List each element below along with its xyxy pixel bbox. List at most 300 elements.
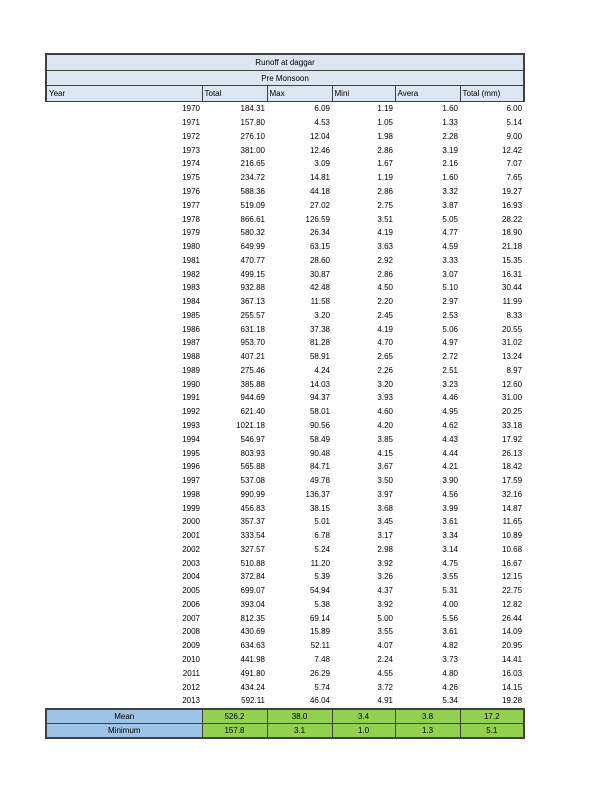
cell-total-mm: 12.82 (502, 599, 523, 609)
cell-max: 5.38 (314, 599, 330, 609)
cell-total-mm: 14.09 (502, 627, 523, 637)
table-row (46, 198, 524, 212)
cell-avera: 3.90 (442, 476, 458, 486)
cell-total-mm: 18.42 (502, 462, 523, 472)
cell-total: 699.07 (240, 586, 265, 596)
table-row (46, 639, 524, 653)
cell-year: 2012 (182, 682, 200, 692)
table-row (46, 171, 524, 185)
table-row (46, 102, 524, 116)
cell-year: 1973 (182, 145, 200, 155)
table-row (46, 308, 524, 322)
cell-mini: 4.19 (377, 228, 393, 238)
table-title: Runoff at daggar (46, 54, 524, 71)
mean-avera: 3.8 (395, 709, 460, 724)
cell-mini: 2.98 (377, 544, 393, 554)
cell-avera: 4.80 (442, 668, 458, 678)
cell-mini: 1.05 (377, 118, 393, 128)
cell-year: 2009 (182, 641, 200, 651)
cell-year: 1996 (182, 462, 200, 472)
table-row (46, 666, 524, 680)
cell-mini: 4.19 (377, 324, 393, 334)
cell-total-mm: 16.67 (502, 558, 523, 568)
cell-mini: 2.65 (377, 352, 393, 362)
cell-total-mm: 11.65 (502, 517, 523, 527)
cell-avera: 2.28 (442, 131, 458, 141)
cell-year: 1995 (182, 448, 200, 458)
cell-total: 519.09 (240, 200, 265, 210)
cell-max: 84.71 (309, 462, 330, 472)
cell-year: 2000 (182, 517, 200, 527)
cell-total: 157.80 (240, 118, 265, 128)
table-row (46, 377, 524, 391)
cell-mini: 2.92 (377, 255, 393, 265)
cell-year: 2008 (182, 627, 200, 637)
cell-total-mm: 20.55 (502, 324, 523, 334)
table-subtitle-row (46, 71, 524, 86)
table-row (46, 694, 524, 709)
cell-avera: 4.21 (442, 462, 458, 472)
cell-avera: 3.34 (442, 531, 458, 541)
cell-year: 1981 (182, 255, 200, 265)
cell-max: 11.20 (310, 558, 330, 568)
table-row (46, 212, 524, 226)
cell-max: 30.87 (309, 269, 330, 279)
column-header-max: Max (267, 86, 332, 102)
mean-max: 38.0 (267, 709, 332, 724)
cell-year: 1974 (182, 159, 200, 169)
cell-total: 456.83 (240, 503, 265, 513)
cell-total: 184.31 (240, 104, 265, 114)
runoff-table (45, 53, 525, 739)
cell-max: 58.91 (309, 352, 330, 362)
cell-total-mm: 16.03 (502, 668, 523, 678)
cell-total: 631.18 (240, 324, 265, 334)
table-row (46, 281, 524, 295)
cell-year: 1970 (182, 104, 200, 114)
cell-total-mm: 31.00 (502, 393, 523, 403)
cell-total: 953.70 (240, 338, 265, 348)
cell-max: 26.34 (309, 228, 330, 238)
cell-mini: 3.63 (377, 242, 393, 252)
cell-max: 3.09 (314, 159, 330, 169)
cell-total-mm: 12.60 (502, 379, 523, 389)
table-row (46, 267, 524, 281)
cell-max: 58.49 (309, 434, 330, 444)
cell-max: 14.81 (309, 173, 330, 183)
cell-max: 58.01 (309, 407, 330, 417)
cell-year: 2003 (182, 558, 200, 568)
cell-avera: 4.62 (442, 420, 458, 430)
column-header-avera: Avera (395, 86, 460, 102)
cell-avera: 5.56 (442, 613, 458, 623)
cell-year: 2010 (182, 655, 200, 664)
cell-max: 90.56 (309, 420, 330, 430)
table-title-row (46, 54, 524, 71)
mean-label: Mean (46, 709, 202, 724)
cell-total: 499.15 (240, 269, 265, 279)
cell-total: 812.35 (240, 613, 265, 623)
cell-avera: 3.32 (442, 186, 458, 196)
cell-avera: 5.10 (442, 283, 458, 293)
cell-mini: 4.15 (377, 448, 393, 458)
table-row (46, 584, 524, 598)
cell-max: 81.28 (309, 338, 330, 348)
cell-avera: 4.75 (442, 558, 458, 568)
cell-total-mm: 14.15 (502, 682, 523, 692)
cell-total: 491.80 (240, 668, 265, 678)
cell-year: 1990 (182, 379, 200, 389)
cell-max: 37.38 (309, 324, 330, 334)
cell-total: 434.24 (240, 682, 265, 692)
cell-mini: 2.86 (377, 269, 393, 279)
cell-avera: 5.06 (442, 324, 458, 334)
column-header-total: Total (202, 86, 267, 102)
minimum-label: Minimum (46, 723, 202, 738)
cell-max: 90.48 (309, 448, 330, 458)
cell-year: 1986 (182, 324, 200, 334)
mean-row (46, 709, 524, 724)
cell-year: 1989 (182, 365, 200, 375)
cell-mini: 3.93 (377, 393, 393, 403)
cell-mini: 3.45 (377, 517, 393, 527)
table-row (46, 295, 524, 309)
cell-total: 255.57 (240, 310, 265, 320)
table-row (46, 116, 524, 130)
cell-total-mm: 15.35 (502, 255, 523, 265)
cell-mini: 2.86 (377, 186, 393, 196)
cell-total: 275.46 (240, 365, 265, 375)
cell-year: 1999 (182, 503, 200, 513)
cell-mini: 2.86 (377, 145, 393, 155)
cell-avera: 4.56 (442, 489, 458, 499)
cell-total-mm: 19.27 (502, 186, 523, 196)
cell-avera: 3.99 (442, 503, 458, 513)
cell-total: 327.57 (240, 544, 265, 554)
cell-avera: 3.23 (442, 379, 458, 389)
cell-mini: 4.07 (377, 641, 393, 651)
table-row (46, 157, 524, 171)
cell-avera: 4.97 (442, 338, 458, 348)
table-row (46, 625, 524, 639)
cell-total-mm: 10.68 (502, 544, 523, 554)
cell-total-mm: 16.31 (502, 269, 523, 279)
cell-mini: 3.50 (377, 476, 393, 486)
cell-avera: 2.53 (442, 310, 458, 320)
column-header-year: Year (46, 86, 202, 102)
table-row (46, 543, 524, 557)
mean-total: 526.2 (202, 709, 267, 724)
cell-year: 1984 (182, 297, 200, 307)
cell-total-mm: 5.14 (506, 118, 523, 128)
cell-year: 2011 (182, 668, 200, 678)
cell-avera: 3.55 (442, 572, 458, 582)
cell-total: 367.13 (240, 297, 265, 307)
cell-mini: 1.19 (377, 173, 393, 183)
cell-total: 990.99 (240, 489, 265, 499)
cell-mini: 5.00 (377, 613, 393, 623)
cell-total: 621.40 (240, 407, 265, 417)
cell-avera: 3.19 (442, 145, 458, 155)
mean-total-mm: 17.2 (460, 709, 524, 724)
cell-mini: 4.20 (377, 420, 393, 430)
cell-total-mm: 9.00 (506, 131, 523, 141)
cell-max: 49.78 (309, 476, 330, 486)
table-row (46, 185, 524, 199)
column-header-row (46, 86, 524, 102)
cell-total: 333.54 (240, 531, 265, 541)
cell-total: 430.69 (240, 627, 265, 637)
cell-year: 1987 (182, 338, 200, 348)
table-row (46, 364, 524, 378)
cell-year: 1992 (182, 407, 200, 417)
table-row (46, 501, 524, 515)
cell-mini: 4.37 (377, 586, 393, 596)
cell-total: 634.63 (240, 641, 265, 651)
table-row (46, 432, 524, 446)
cell-total-mm: 22.75 (502, 586, 523, 596)
cell-mini: 3.97 (377, 489, 393, 499)
cell-max: 6.78 (314, 531, 330, 541)
table-row (46, 529, 524, 543)
cell-avera: 4.82 (442, 641, 458, 651)
cell-year: 2006 (182, 599, 200, 609)
table-row (46, 446, 524, 460)
cell-total: 393.04 (240, 599, 265, 609)
cell-total: 357.37 (240, 517, 265, 527)
cell-max: 7.48 (314, 655, 330, 664)
cell-max: 26.29 (309, 668, 330, 678)
cell-year: 1980 (182, 242, 200, 252)
cell-max: 11.58 (310, 297, 330, 307)
cell-year: 1983 (182, 283, 200, 293)
cell-total: 1021.18 (236, 420, 265, 430)
cell-max: 5.74 (314, 682, 330, 692)
table-row (46, 487, 524, 501)
cell-avera: 3.87 (442, 200, 458, 210)
mean-mini: 3.4 (332, 709, 395, 724)
cell-total-mm: 8.97 (506, 365, 523, 375)
cell-total-mm: 13.24 (502, 352, 523, 362)
cell-year: 2013 (182, 696, 200, 706)
minimum-max: 3.1 (267, 723, 332, 738)
cell-year: 1993 (182, 420, 200, 430)
minimum-mini: 1.0 (332, 723, 395, 738)
cell-total-mm: 14.41 (502, 655, 523, 664)
cell-avera: 3.33 (442, 255, 458, 265)
cell-max: 4.53 (314, 118, 330, 128)
cell-year: 1979 (182, 228, 200, 238)
cell-total-mm: 20.25 (502, 407, 523, 417)
table-row (46, 556, 524, 570)
cell-max: 6.09 (314, 104, 330, 114)
cell-mini: 3.85 (377, 434, 393, 444)
cell-avera: 5.05 (442, 214, 458, 224)
cell-avera: 4.00 (442, 599, 458, 609)
cell-total: 407.21 (240, 352, 265, 362)
cell-max: 5.24 (314, 544, 330, 554)
cell-total: 932.88 (240, 283, 265, 293)
cell-avera: 4.77 (442, 228, 458, 238)
cell-mini: 3.67 (377, 462, 393, 472)
minimum-row (46, 723, 524, 738)
cell-max: 52.11 (310, 641, 330, 651)
cell-max: 54.94 (309, 586, 330, 596)
cell-total: 866.61 (240, 214, 265, 224)
cell-year: 1976 (182, 186, 200, 196)
cell-year: 1997 (182, 476, 200, 486)
table-row (46, 253, 524, 267)
minimum-total-mm: 5.1 (460, 723, 524, 738)
table-row (46, 419, 524, 433)
table-row (46, 653, 524, 667)
cell-mini: 2.26 (377, 365, 393, 375)
column-header-mini: Mini (332, 86, 395, 102)
cell-total-mm: 31.02 (502, 338, 523, 348)
cell-mini: 2.24 (377, 655, 393, 664)
table-row (46, 322, 524, 336)
cell-total: 234.72 (240, 173, 265, 183)
cell-mini: 3.68 (377, 503, 393, 513)
cell-mini: 3.92 (377, 599, 393, 609)
cell-mini: 1.98 (377, 131, 393, 141)
cell-max: 44.18 (309, 186, 330, 196)
cell-max: 14.03 (309, 379, 330, 389)
cell-mini: 3.55 (377, 627, 393, 637)
data-rows (46, 102, 524, 709)
cell-max: 69.14 (309, 613, 330, 623)
cell-total-mm: 19.28 (502, 696, 523, 706)
cell-max: 5.01 (314, 517, 330, 527)
cell-max: 3.20 (314, 310, 330, 320)
table-row (46, 240, 524, 254)
table-row (46, 391, 524, 405)
cell-max: 46.04 (309, 696, 330, 706)
column-header-total-mm: Total (mm) (460, 86, 524, 102)
cell-total: 372.84 (240, 572, 265, 582)
cell-avera: 2.51 (442, 365, 458, 375)
table-row (46, 350, 524, 364)
cell-year: 2002 (182, 544, 200, 554)
cell-total-mm: 17.92 (502, 434, 523, 444)
cell-year: 2007 (182, 613, 200, 623)
cell-year: 1991 (182, 393, 200, 403)
cell-max: 63.15 (309, 242, 330, 252)
cell-total: 592.11 (241, 696, 265, 706)
cell-total-mm: 30.44 (502, 283, 523, 293)
cell-total-mm: 33.18 (502, 420, 523, 430)
cell-year: 1978 (182, 214, 200, 224)
cell-total: 441.98 (240, 655, 265, 664)
cell-avera: 2.16 (442, 159, 458, 169)
cell-total: 470.77 (240, 255, 265, 265)
table-row (46, 611, 524, 625)
cell-mini: 4.70 (377, 338, 393, 348)
cell-total-mm: 20.95 (502, 641, 523, 651)
cell-avera: 4.95 (442, 407, 458, 417)
cell-max: 126.59 (305, 214, 330, 224)
cell-max: 136.37 (305, 489, 330, 499)
cell-mini: 3.92 (377, 558, 393, 568)
cell-max: 94.37 (309, 393, 330, 403)
cell-max: 15.89 (309, 627, 330, 637)
cell-max: 27.02 (309, 200, 330, 210)
table-row (46, 570, 524, 584)
cell-avera: 2.97 (442, 297, 458, 307)
cell-total: 803.93 (240, 448, 265, 458)
cell-mini: 3.17 (377, 531, 393, 541)
cell-total: 649.99 (240, 242, 265, 252)
cell-total-mm: 28.22 (502, 214, 523, 224)
cell-total-mm: 12.15 (502, 572, 523, 582)
cell-total-mm: 7.07 (506, 159, 523, 169)
cell-avera: 3.73 (442, 655, 458, 664)
cell-year: 1971 (182, 118, 200, 128)
table-row (46, 460, 524, 474)
cell-avera: 5.31 (442, 586, 458, 596)
cell-avera: 4.26 (442, 682, 458, 692)
cell-total: 546.97 (240, 434, 265, 444)
cell-total: 385.88 (240, 379, 265, 389)
cell-avera: 1.60 (442, 173, 458, 183)
cell-mini: 4.55 (377, 668, 393, 678)
cell-total-mm: 32.16 (502, 489, 523, 499)
cell-total: 588.36 (240, 186, 265, 196)
cell-total-mm: 10.89 (502, 531, 523, 541)
cell-total: 565.88 (240, 462, 265, 472)
cell-year: 1975 (182, 173, 200, 183)
cell-avera: 3.61 (442, 517, 458, 527)
cell-total-mm: 16.93 (502, 200, 523, 210)
cell-max: 5.39 (314, 572, 330, 582)
minimum-avera: 1.3 (395, 723, 460, 738)
cell-avera: 3.14 (442, 544, 458, 554)
cell-total: 944.69 (240, 393, 265, 403)
cell-total-mm: 12.42 (502, 145, 523, 155)
table-row (46, 130, 524, 144)
cell-total-mm: 21.18 (502, 242, 523, 252)
cell-mini: 3.20 (377, 379, 393, 389)
cell-avera: 3.07 (442, 269, 458, 279)
cell-total-mm: 11.99 (502, 297, 523, 307)
table-row (46, 680, 524, 694)
cell-year: 1985 (182, 310, 200, 320)
cell-total: 510.88 (240, 558, 265, 568)
cell-total: 276.10 (240, 131, 265, 141)
cell-mini: 2.20 (377, 297, 393, 307)
table-row (46, 405, 524, 419)
cell-max: 38.15 (309, 503, 330, 513)
cell-mini: 2.75 (377, 200, 393, 210)
cell-max: 28.60 (309, 255, 330, 265)
cell-avera: 4.43 (442, 434, 458, 444)
cell-year: 1977 (182, 200, 200, 210)
cell-avera: 2.72 (442, 352, 458, 362)
cell-year: 1972 (182, 131, 200, 141)
cell-max: 12.04 (309, 131, 330, 141)
cell-total: 381.00 (240, 145, 265, 155)
cell-mini: 1.19 (377, 104, 393, 114)
cell-total: 216.65 (240, 159, 265, 169)
cell-total-mm: 17.59 (502, 476, 523, 486)
table-row (46, 474, 524, 488)
cell-mini: 1.67 (377, 159, 393, 169)
cell-max: 4.24 (314, 365, 330, 375)
cell-avera: 5.34 (442, 696, 458, 706)
cell-total-mm: 14.87 (502, 503, 523, 513)
cell-avera: 1.60 (442, 104, 458, 114)
cell-mini: 3.26 (377, 572, 393, 582)
